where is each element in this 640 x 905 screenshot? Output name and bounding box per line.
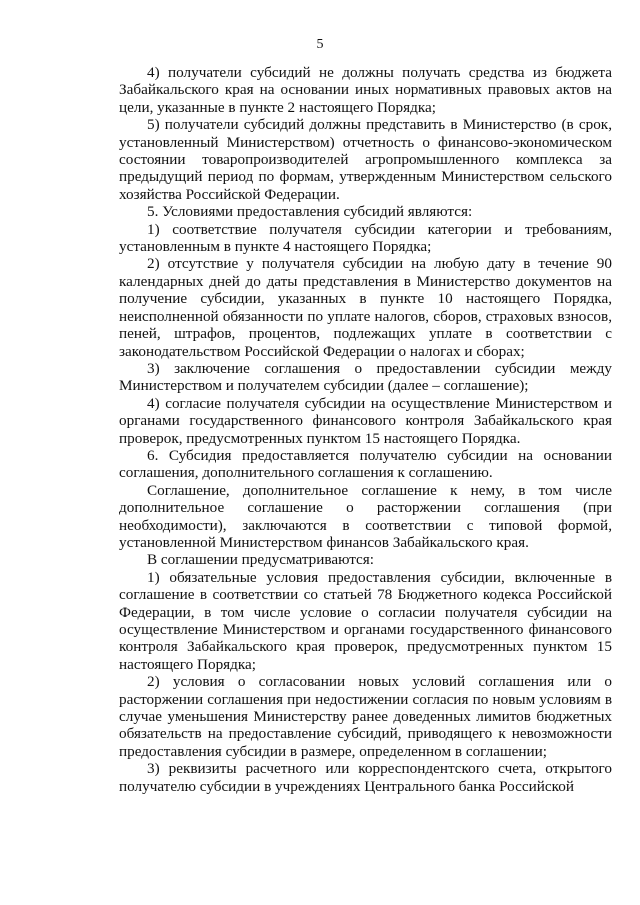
paragraph: 5. Условиями предоставления субсидий являются: — [147, 203, 473, 221]
paragraph: В соглашении предусматриваются: — [147, 551, 375, 569]
paragraph: Соглашение, дополнительное соглашение к нему, в том числе дополнительное соглашение о расторжении соглашения (при необходимости), заключаются в соответствии с типовой формой, установленной Министерством финансов Забайкальского края. — [119, 481, 612, 551]
paragraph: 4) согласие получателя субсидии на осуществление Министерством и органами государственного финансового контроля Забайкальского края проверок, предусмотренных пунктом 15 настоящего Порядка. — [119, 394, 612, 447]
paragraph: 4) получатели субсидий не должны получать средства из бюджета Забайкальского края на основании иных нормативных правовых актов на цели, указанные в пункте 2 настоящего Порядка; — [119, 64, 612, 116]
paragraph: 1) соответствие получателя субсидии категории и требованиям, установленным в пункте 4 настоящего Порядка; — [119, 220, 612, 256]
paragraph: 3) реквизиты расчетного или корреспондентского счета, открытого получателю субсидии в учреждениях Центрального банка Российской — [119, 760, 612, 795]
paragraph: 1) обязательные условия предоставления субсидии, включенные в соглашение в соответствии со статьей 78 Бюджетного кодекса Российской Федерации, в том числе условие о согласии получателя субсидии на осуществление Министерством и органами государственного финансового контроля Забайкальского края проверок, предусмотренных пунктом 15 настоящего Порядка; — [119, 568, 612, 673]
paragraph: 3) заключение соглашения о предоставлении субсидии между Министерством и получателем субсидии (далее – соглашение); — [119, 359, 612, 395]
page-number: 5 — [316, 37, 324, 52]
paragraph: 5) получатели субсидий должны представить в Министерство (в срок, установленный Министерством) отчетность о финансово-экономическом состоянии товаропроизводителей агропромышленного комплекса за предыдущий период по формам, утвержденным Министерством сельского хозяйства Российской Федерации. — [119, 116, 612, 203]
paragraph: 6. Субсидия предоставляется получателю субсидии на основании соглашения, дополнительного соглашения к соглашению. — [119, 446, 612, 482]
paragraph: 2) условия о согласовании новых условий соглашения или о расторжении соглашения при недостижении согласия по новым условиям в случае уменьшения Министерству ранее доведенных лимитов бюджетных обязательств на предоставление субсидий, приводящего к невозможности предоставления субсидии в размере, определенном в соглашении; — [119, 673, 612, 760]
paragraph: 2) отсутствие у получателя субсидии на любую дату в течение 90 календарных дней до даты представления в Министерство документов на получение субсидии, указанных в пункте 10 настоящего Порядка, неисполненной обязанности по уплате налогов, сборов, страховых взносов, пеней, штрафов, процентов, подлежащих уплате в соответствии с законодательством Российской Федерации о налогах и сборах; — [119, 255, 612, 360]
document-body — [119, 64, 612, 795]
